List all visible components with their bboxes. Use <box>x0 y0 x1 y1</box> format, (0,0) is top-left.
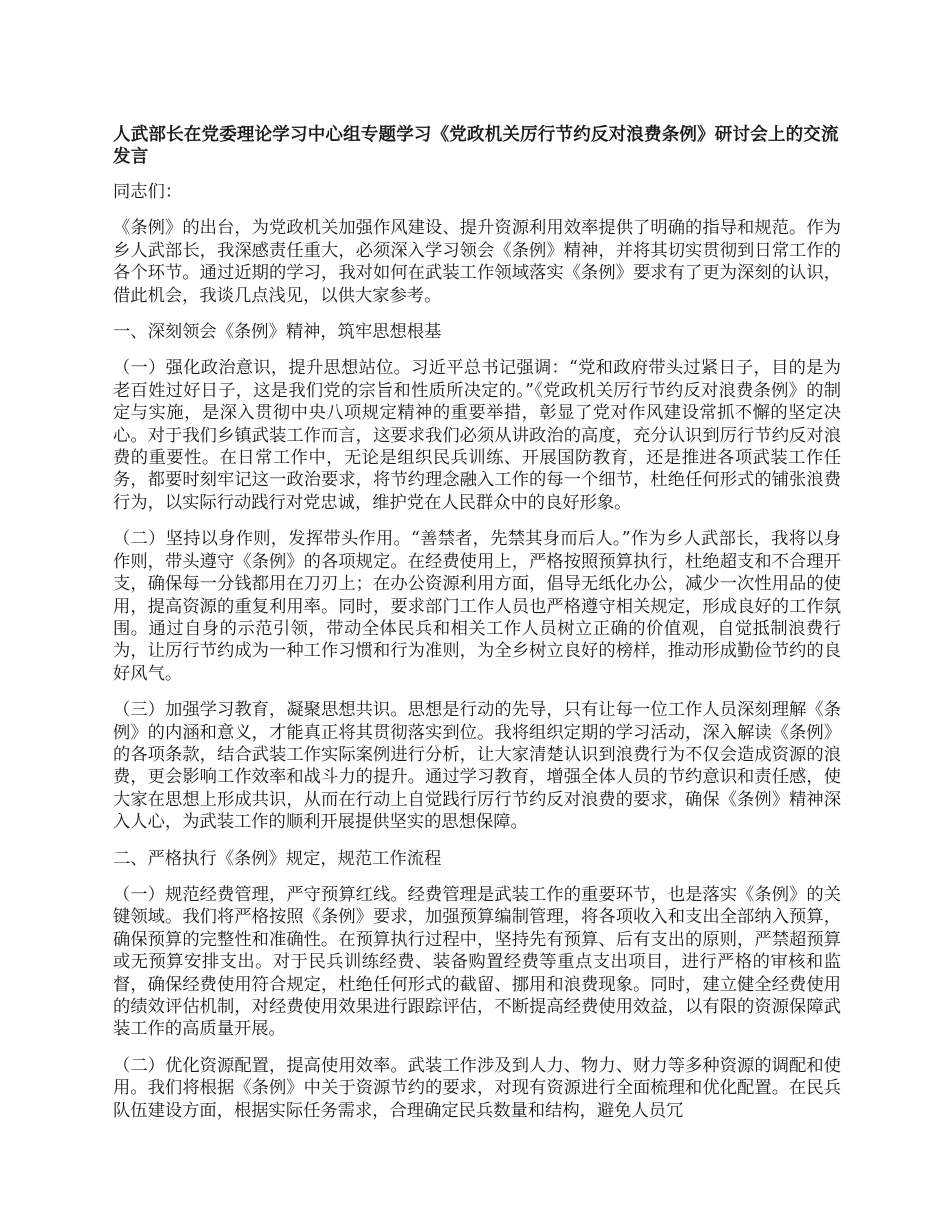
document-page <box>113 124 841 1136</box>
paragraph-1-2: （二）坚持以身作则，发挥带头作用。“善禁者，先禁其身而后人。”作为乡人武部长，我将以身作则，带头遵守《条例》的各项规定。在经费使用上，严格按照预算执行，杜绝超支和不合理开支，确保每一分钱都用在刀刃上；在办公资源利用方面，倡导无纸化办公，减少一次性用品的使用，提高资源的重复利用率。同时，要求部门工作人员也严格遵守相关规定，形成良好的工作氛围。通过自身的示范引领，带动全体民兵和相关工作人员树立正确的价值观，自觉抵制浪费行为，让厉行节约成为一种工作习惯和行为准则，为全乡树立良好的榜样，推动形成勤俭节约的良好风气。 <box>113 529 841 684</box>
paragraph-1-1: （一）强化政治意识，提升思想站位。习近平总书记强调：“党和政府带头过紧日子，目的是为老百姓过好日子，这是我们党的宗旨和性质所决定的。”《党政机关厉行节约反对浪费条例》的制定与实施，是深入贯彻中央八项规定精神的重要举措，彰显了党对作风建设常抓不懈的坚定决心。对于我们乡镇武装工作而言，这要求我们必须从讲政治的高度，充分认识到厉行节约反对浪费的重要性。在日常工作中，无论是组织民兵训练、开展国防教育，还是推进各项武装工作任务，都要时刻牢记这一政治要求，将节约理念融入工作的每一个细节，杜绝任何形式的铺张浪费行为，以实际行动践行对党忠诚，维护党在人民群众中的良好形象。 <box>113 358 841 513</box>
document-title: 人武部长在党委理论学习中心组专题学习《党政机关厉行节约反对浪费条例》研讨会上的交流发言 <box>113 125 839 167</box>
section-heading-2: 二、严格执行《条例》规定，规范工作流程 <box>113 848 442 869</box>
paragraph-1-3: （三）加强学习教育，凝聚思想共识。思想是行动的先导，只有让每一位工作人员深刻理解《条例》的内涵和意义，才能真正将其贯彻落实到位。我将组织定期的学习活动，深入解读《条例》的各项条款，结合武装工作实际案例进行分析，让大家清楚认识到浪费行为不仅会造成资源的浪费，更会影响工作效率和战斗力的提升。通过学习教育，增强全体人员的节约意识和责任感，使大家在思想上形成共识，从而在行动上自觉践行厉行节约反对浪费的要求，确保《条例》精神深入人心，为武装工作的顺利开展提供坚实的思想保障。 <box>113 700 841 833</box>
section-heading-1: 一、深刻领会《条例》精神，筑牢思想根基 <box>113 322 442 343</box>
paragraph-2-1: （一）规范经费管理，严守预算红线。经费管理是武装工作的重要环节，也是落实《条例》的关键领域。我们将严格按照《条例》要求，加强预算编制管理，将各项收入和支出全部纳入预算，确保预算的完整性和准确性。在预算执行过程中，坚持先有预算、后有支出的原则，严禁超预算或无预算安排支出。对于民兵训练经费、装备购置经费等重点支出项目，进行严格的审核和监督，确保经费使用符合规定，杜绝任何形式的截留、挪用和浪费现象。同时，建立健全经费使用的绩效评估机制，对经费使用效果进行跟踪评估，不断提高经费使用效益，以有限的资源保障武装工作的高质量开展。 <box>113 884 841 1040</box>
intro-paragraph: 《条例》的出台，为党政机关加强作风建设、提升资源利用效率提供了明确的指导和规范。作为乡人武部长，我深感责任重大，必须深入学习领会《条例》精神，并将其切实贯彻到日常工作的各个环节。通过近期的学习，我对如何在武装工作领域落实《条例》要求有了更为深刻的认识，借此机会，我谈几点浅见，以供大家参考。 <box>113 218 841 306</box>
greeting: 同志们： <box>113 182 183 202</box>
paragraph-2-2: （二）优化资源配置，提高使用效率。武装工作涉及到人力、物力、财力等多种资源的调配和使用。我们将根据《条例》中关于资源节约的要求，对现有资源进行全面梳理和优化配置。在民兵队伍建设方面，根据实际任务需求，合理确定民兵数量和结构，避免人员冗 <box>113 1055 841 1121</box>
